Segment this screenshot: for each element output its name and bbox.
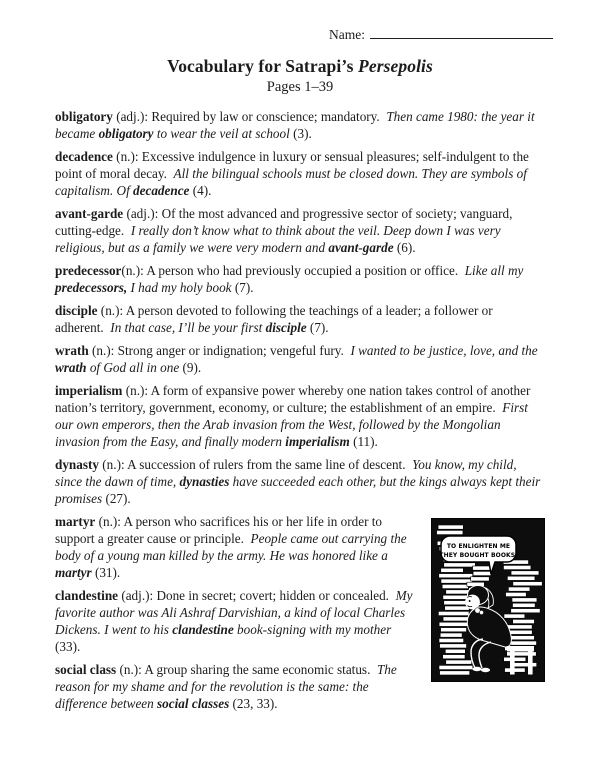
vocab-term: imperialism <box>55 383 123 398</box>
quote-segment: avant-garde <box>328 240 394 255</box>
quote-segment: (23, 33). <box>229 696 278 711</box>
vocab-term: decadence <box>55 149 113 164</box>
quote-segment: (6). <box>393 240 416 255</box>
quote-segment: have succeeded each other, but the kings always kept their promises <box>55 474 541 506</box>
page-subtitle: Pages 1–39 <box>266 79 334 95</box>
vocab-entries <box>55 108 545 718</box>
quote-segment: clandestine <box>172 622 234 637</box>
quote-segment: disciple <box>265 320 307 335</box>
vocab-term: wrath <box>55 343 89 358</box>
quote-segment: People came out carrying the body of a young man killed by the army. He was honored like a <box>55 531 407 563</box>
quote-segment: obligatory <box>98 126 154 141</box>
vocab-entry-imperialism: imperialism (n.): A form of expansive power whereby one nation takes control of another nation’s territory, government, economy, or culture; the establishment of an empire. First our own emperors, then the Arab invasion from the West, followed by the Mongolian invasion from the Easy, and finally modern imperialism (11). <box>55 383 531 449</box>
vocab-term: dynasty <box>55 457 99 472</box>
vocab-entry-obligatory: obligatory (adj.): Required by law or conscience; mandatory. Then came 1980: the year it became obligatory to wear the veil at school (3). <box>55 109 535 141</box>
vocab-entry-predecessor: predecessor(n.): A person who had previously occupied a position or office. Like all my predecessors, I had my holy book (7). <box>55 263 524 295</box>
vocab-entry-martyr: martyr (n.): A person who sacrifices his or her life in order to support a greater cause or principle. People came out carrying the body of a young man killed by the army. He was honored like a martyr (31). <box>55 514 407 580</box>
quote-segment: of God all in one <box>86 360 180 375</box>
quote-segment: (31). <box>91 565 121 580</box>
quote-segment: (3). <box>289 126 312 141</box>
quote-segment: Then came 1980: the year it became <box>55 109 535 141</box>
vocab-entry-social-class: social class (n.): A group sharing the same economic status. The reason for my shame and for the revolution is the same: the difference between social classes (23, 33). <box>55 662 397 711</box>
vocab-entry-wrath: wrath (n.): Strong anger or indignation; vengeful fury. I wanted to be justice, love, and the wrath of God all in one (9). <box>55 343 538 375</box>
quote-segment: (7). <box>231 280 254 295</box>
quote-segment: The reason for my shame and for the revolution is the same: the difference between <box>55 662 397 711</box>
quote-segment: wrath <box>55 360 87 375</box>
vocab-term: avant-garde <box>55 206 124 221</box>
vocab-term: martyr <box>55 514 96 529</box>
quote-segment: decadence <box>133 183 190 198</box>
comic-panel-image <box>431 518 545 682</box>
vocab-term: clandestine <box>55 588 119 603</box>
speech-bubble-line1: TO ENLIGHTEN ME <box>446 543 511 550</box>
quote-segment: All the bilingual schools must be closed down. They are symbols of capitalism. Of <box>55 166 527 198</box>
quote-segment: In that case, I’ll be your first <box>110 320 266 335</box>
quote-segment: I had my holy book <box>127 280 232 295</box>
quote-segment: social classes <box>157 696 230 711</box>
quote-segment: (27). <box>102 491 131 506</box>
vocab-entry-disciple: disciple (n.): A person devoted to following the teachings of a leader; a follower or adherent. In that case, I’ll be your first disciple (7). <box>55 303 493 335</box>
quote-segment: martyr <box>55 565 92 580</box>
quote-segment: predecessors, <box>55 280 128 295</box>
vocab-term: disciple <box>55 303 98 318</box>
title-book-name: Persepolis <box>358 56 433 76</box>
vocab-term: predecessor <box>55 263 122 278</box>
name-label: Name: <box>329 27 365 42</box>
vocab-term: social class <box>55 662 117 677</box>
quote-segment: I wanted to be justice, love, and the <box>350 343 538 358</box>
name-row <box>329 25 553 43</box>
quote-segment: (9). <box>179 360 202 375</box>
quote-segment: My favorite author was Ali Ashraf Darvishian, a kind of local Charles Dickens. I went to his <box>55 588 413 637</box>
quote-segment: (7). <box>306 320 329 335</box>
quote-segment: First our own emperors, then the Arab invasion from the West, followed by the Mongolian invasion from the Easy, and finally modern <box>55 400 528 449</box>
quote-segment: You know, my child, since the dawn of time, <box>55 457 517 489</box>
vocab-entry-clandestine: clandestine (adj.): Done in secret; covert; hidden or concealed. My favorite author was Ali Ashraf Darvishian, a kind of local Charles Dickens. I went to his clandestine book-signing with my mother (33). <box>55 588 413 654</box>
title-text: Vocabulary for Satrapi’s <box>167 56 359 76</box>
vocab-entry-decadence: decadence (n.): Excessive indulgence in luxury or sensual pleasures; self-indulgent to the point of moral decay. All the bilingual schools must be closed down. They are symbols of capitalism. Of decadence (4). <box>55 149 529 198</box>
quote-segment: (4). <box>189 183 212 198</box>
vocab-term: obligatory <box>55 109 113 124</box>
speech-bubble-line2: THEY BOUGHT BOOKS. <box>439 552 518 559</box>
quote-segment: (11). <box>349 434 378 449</box>
vocab-entry-avant-garde: avant-garde (adj.): Of the most advanced and progressive sector of society; vanguard, cutting-edge. I really don’t know what to think about the veil. Deep down I was very religious, but as a family we were very modern and avant-garde (6). <box>55 206 513 255</box>
quote-segment: book-signing with my mother <box>233 622 392 637</box>
name-blank-line[interactable] <box>370 25 553 39</box>
quote-segment: imperialism <box>285 434 350 449</box>
quote-segment: (33). <box>55 639 81 654</box>
comic-panel <box>431 518 545 682</box>
quote-segment: Like all my <box>464 263 524 278</box>
quote-segment: I really don’t know what to think about the veil. Deep down I was very religious, but as a family we were very modern and <box>55 223 501 255</box>
quote-segment: to wear the veil at school <box>153 126 290 141</box>
vocab-entry-dynasty: dynasty (n.): A succession of rulers from the same line of descent. You know, my child, since the dawn of time, dynasties have succeeded each other, but the kings always kept their promises (27). <box>55 457 541 506</box>
page-title <box>0 56 600 77</box>
quote-segment: dynasties <box>179 474 230 489</box>
